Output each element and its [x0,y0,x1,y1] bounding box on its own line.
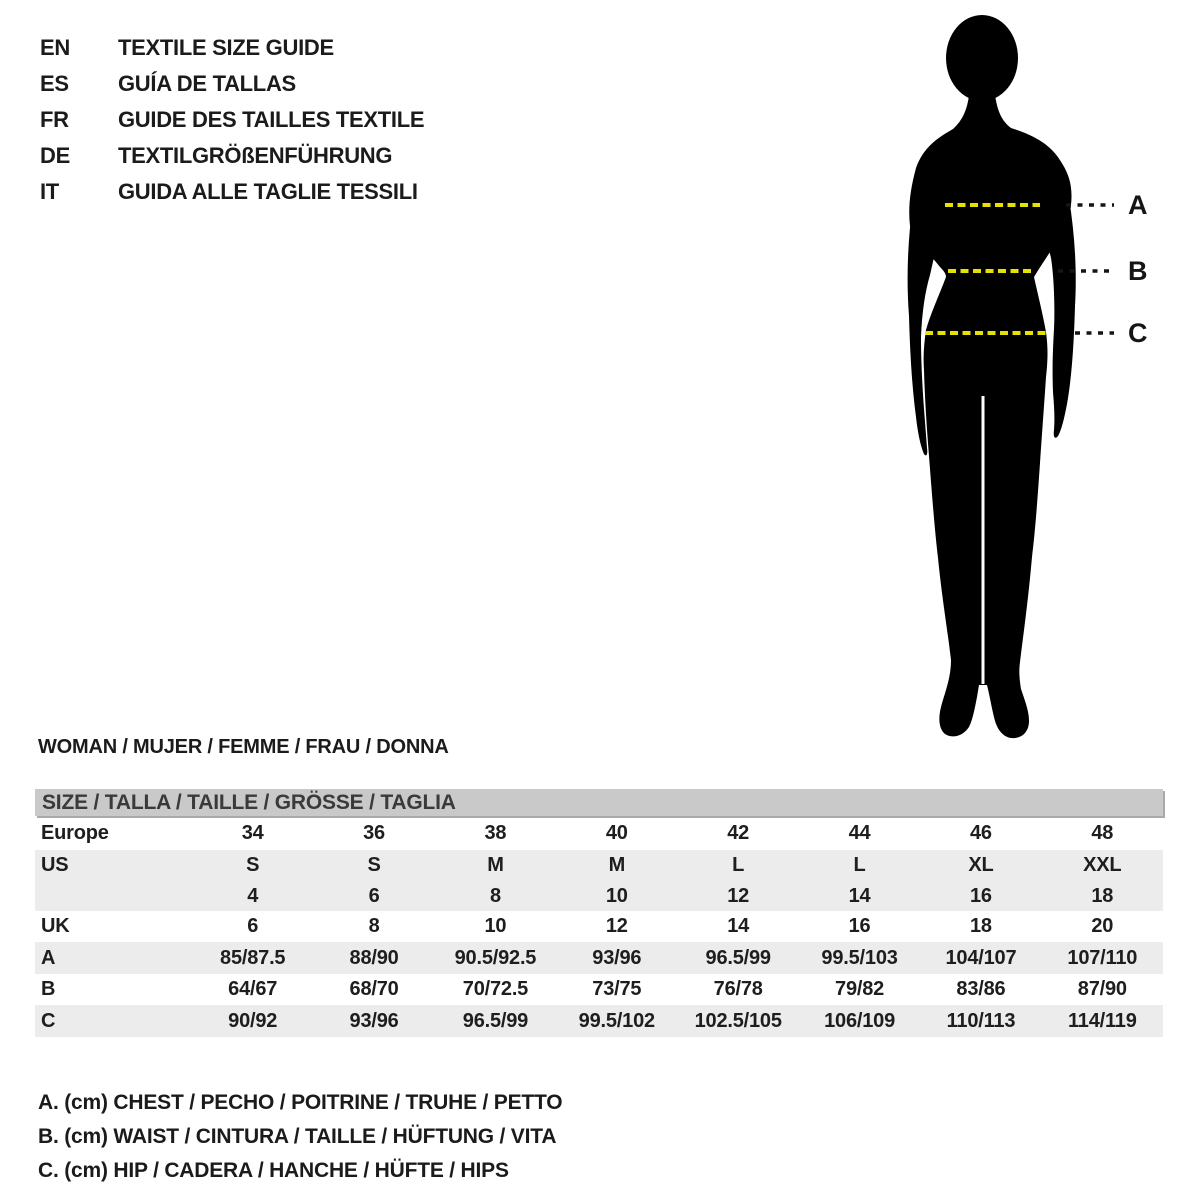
cell: 114/119 [1067,1009,1137,1032]
cell: 10 [484,915,507,937]
cell: 8 [489,884,501,907]
table-row-hip-c [35,1005,1163,1037]
cell: 42 [727,821,750,844]
language-title-list [40,30,424,210]
guide-title: TEXTILE SIZE GUIDE [118,35,334,60]
cell: 87/90 [1077,978,1127,1000]
language-row-it [40,174,424,210]
cell: 90/92 [228,1009,278,1032]
cell: 48 [1091,821,1114,844]
cell: 46 [970,821,992,844]
row-label: UK [41,915,70,937]
cell: 85/87.5 [220,946,286,969]
cell: 4 [247,884,259,907]
language-code: EN [40,35,70,60]
cell: 96.5/99 [705,946,771,969]
cell: XL [968,854,994,876]
cell: 36 [363,821,385,844]
size-table [35,789,1163,1037]
table-row-chest-a [35,942,1163,974]
language-code: IT [40,179,59,204]
cell: 79/82 [835,978,885,1000]
cell: 88/90 [349,946,399,969]
cell: 73/75 [592,978,642,1000]
cell: 38 [484,821,507,844]
size-table-header: SIZE / TALLA / TAILLE / GRÖSSE / TAGLIA [35,789,1163,816]
guide-title: GUÍA DE TALLAS [118,71,296,96]
cell: 104/107 [945,946,1017,969]
language-code: ES [40,71,69,96]
waist-measure-label: B [1128,256,1148,286]
hip-measure-label: C [1128,318,1148,348]
cell: M [608,854,626,876]
language-row-de [40,138,424,174]
cell: 34 [241,821,264,844]
guide-title: GUIDA ALLE TAGLIE TESSILI [118,179,418,204]
row-label: B [41,978,56,1000]
cell: 93/96 [592,946,642,969]
cell: L [853,854,866,876]
row-label: Europe [41,821,109,844]
cell: 6 [368,884,380,907]
language-code: FR [40,107,69,132]
cell: 76/78 [713,978,763,1000]
guide-title: GUIDE DES TAILLES TEXTILE [118,107,425,132]
guide-title: TEXTILGRÖßENFÜHRUNG [118,143,393,168]
chest-measure-label: A [1128,190,1148,220]
cell: 90.5/92.5 [454,946,537,969]
cell: 93/96 [349,1009,399,1032]
cell: 64/67 [228,978,278,1000]
cell: 18 [970,915,992,937]
cell: 12 [727,884,750,907]
language-row-fr [40,102,424,138]
language-row-es [40,66,424,102]
cell: 40 [605,821,628,844]
cell: S [367,854,381,876]
cell: 18 [1091,884,1114,907]
cell: L [732,854,745,876]
legend-chest: A. (cm) CHEST / PECHO / POITRINE / TRUHE / PETTO [38,1091,563,1114]
legend-waist: B. (cm) WAIST / CINTURA / TAILLE / HÜFTUNG / VITA [38,1125,557,1148]
cell: 96.5/99 [462,1009,529,1032]
silhouette-body [909,87,1071,738]
table-row-europe [35,816,1163,850]
cell: 10 [605,884,628,907]
cell: 99.5/103 [821,946,898,969]
cell: 70/72.5 [462,978,529,1000]
cell: 12 [605,915,628,937]
cell: 102.5/105 [694,1009,782,1032]
cell: 106/109 [824,1009,896,1032]
cell: 99.5/102 [578,1009,655,1032]
row-label: US [41,854,69,876]
cell: 8 [368,915,380,937]
row-label: A [41,946,56,969]
cell: 16 [848,915,871,937]
woman-silhouette-figure [893,8,1163,748]
table-row-us-numbers [35,881,1163,911]
legend-hip: C. (cm) HIP / CADERA / HANCHE / HÜFTE / HIPS [38,1159,509,1182]
cell: 16 [970,884,992,907]
cell: 44 [848,821,871,844]
cell: 20 [1091,915,1114,937]
row-label: C [41,1009,56,1032]
table-row-us-letters [35,850,1163,881]
cell: 110/113 [946,1009,1016,1032]
cell: 107/110 [1067,946,1138,969]
gender-section-title: WOMAN / MUJER / FEMME / FRAU / DONNA [38,736,449,758]
cell: 14 [727,915,750,937]
cell: 14 [848,884,871,907]
cell: 6 [247,915,259,937]
cell: 68/70 [349,978,399,1000]
cell: M [487,854,504,876]
cell: S [246,854,260,876]
feet-gap-notch [983,710,986,742]
table-row-waist-b [35,974,1163,1005]
language-code: DE [40,143,70,168]
cell: XXL [1083,854,1122,876]
language-row-en [40,30,424,66]
cell: 83/86 [956,978,1006,1000]
measurement-legend [38,1086,562,1188]
table-row-uk [35,911,1163,942]
